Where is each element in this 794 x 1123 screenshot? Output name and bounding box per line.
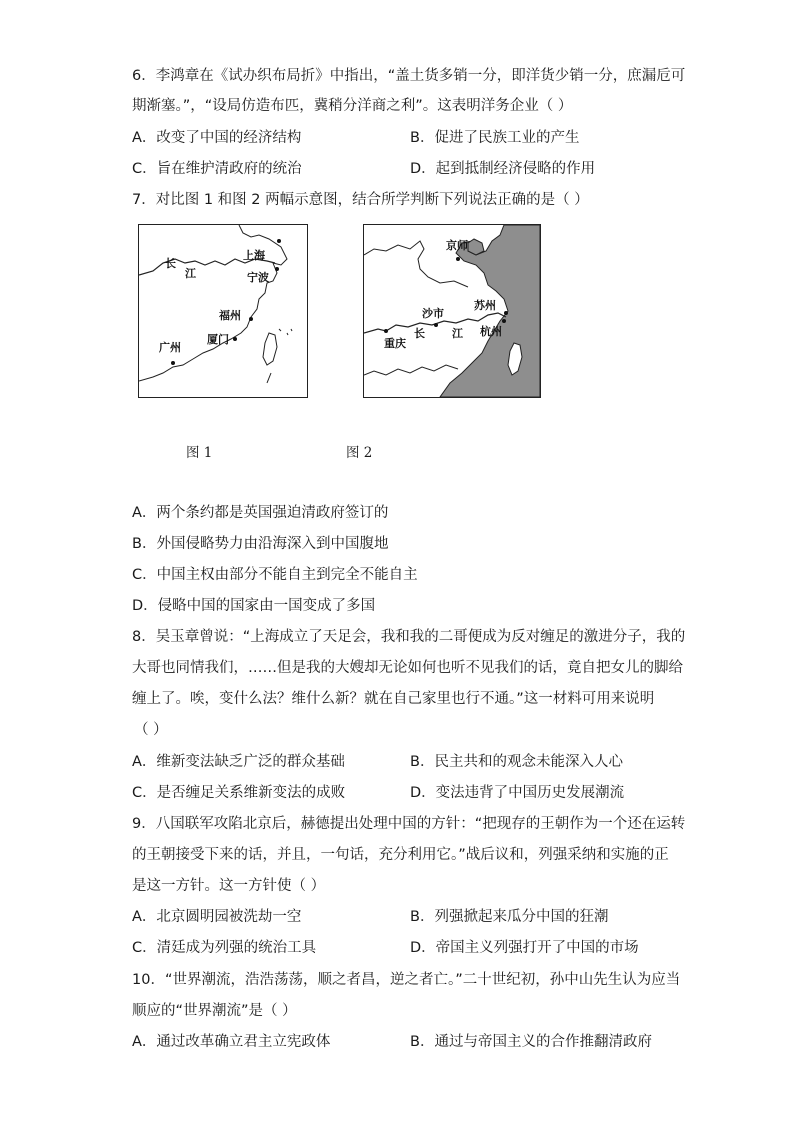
q9-stem-line3: 是这一方针。这一方针使（ ） — [132, 878, 326, 894]
city-dot-guangzhou — [171, 361, 175, 365]
q6-option-b[interactable]: B．促进了民族工业的产生 — [410, 130, 580, 146]
q10-option-a[interactable]: A．通过改革确立君主立宪政体 — [132, 1034, 331, 1050]
q9-option-d[interactable]: D．帝国主义列强打开了中国的市场 — [410, 940, 639, 956]
q9-option-a[interactable]: A．北京圆明园被洗劫一空 — [132, 909, 302, 925]
city-dot-ningbo — [275, 267, 279, 271]
map-1-svg — [139, 225, 307, 397]
q10-option-b[interactable]: B．通过与帝国主义的合作推翻清政府 — [410, 1034, 652, 1050]
southern-river-2 — [364, 365, 458, 375]
label-ningbo: 宁波 — [247, 271, 269, 284]
q8-stem-line4: （ ） — [134, 722, 168, 738]
q8-stem-line3: 缠上了。唉，变什么法？维什么新？就在自己家里也行不通。”这一材料可用来说明 — [132, 691, 655, 707]
q6-stem-line1: 6．李鸿章在《试办织布局折》中指出，“盖土货多销一分，即洋货少销一分，庶漏卮可 — [132, 68, 686, 84]
label-xiamen: 厦门 — [207, 333, 229, 346]
city-dot-suzhou — [504, 311, 508, 315]
label-changjiang-1b: 江 — [185, 267, 196, 280]
q8-stem-line1: 8．吴玉章曾说：“上海成立了天足会，我和我的二哥便成为反对缠足的激进分子，我的 — [132, 629, 686, 645]
q6-option-c[interactable]: C．旨在维护清政府的统治 — [132, 161, 302, 177]
city-dot-jingshi — [456, 257, 460, 261]
label-chongqing: 重庆 — [384, 337, 406, 350]
q10-stem-line1: 10．“世界潮流，浩浩荡荡，顺之者昌，逆之者亡。”二十世纪初，孙中山先生认为应当 — [132, 972, 681, 988]
q9-stem-line1: 9．八国联军攻陷北京后，赫德提出处理中国的方针：“把现存的王朝作为一个还在运转 — [132, 816, 686, 832]
label-changjiang-2a: 长 — [414, 327, 425, 340]
city-dot-hangzhou — [502, 319, 506, 323]
q7-stem-line1: 7．对比图 1 和图 2 两幅示意图，结合所学判断下列说法正确的是（ ） — [132, 192, 589, 208]
city-dot-chongqing — [384, 329, 388, 333]
city-dot-shanghai — [277, 239, 281, 243]
taiwan-1 — [263, 333, 277, 365]
islands-1 — [279, 329, 292, 335]
label-suzhou: 苏州 — [474, 299, 496, 312]
label-hangzhou: 杭州 — [480, 325, 502, 338]
city-dot-shashi — [434, 323, 438, 327]
q7-option-a[interactable]: A．两个条约都是英国强迫清政府签订的 — [132, 505, 389, 521]
q7-option-c[interactable]: C．中国主权由部分不能自主到完全不能自主 — [132, 567, 418, 583]
label-jingshi: 京师 — [446, 239, 468, 252]
label-guangzhou: 广州 — [159, 341, 181, 354]
q6-stem-line2: 期渐塞。”，“设局仿造布匹，冀稍分洋商之利”。这表明洋务企业（ ） — [132, 98, 573, 114]
island-mark-1 — [267, 373, 271, 383]
q8-option-d[interactable]: D．变法违背了中国历史发展潮流 — [410, 785, 625, 801]
q9-option-c[interactable]: C．清廷成为列强的统治工具 — [132, 940, 317, 956]
q10-stem-line2: 顺应的“世界潮流”是（ ） — [132, 1003, 297, 1019]
q9-option-b[interactable]: B．列强掀起来瓜分中国的狂潮 — [410, 909, 609, 925]
q8-option-b[interactable]: B．民主共和的观念未能深入人心 — [410, 754, 623, 770]
label-shanghai: 上海 — [243, 249, 265, 262]
label-changjiang-2b: 江 — [452, 327, 463, 340]
city-dot-xiamen — [233, 337, 237, 341]
map-1-caption: 图 1 — [186, 445, 213, 461]
bohai-sea-2 — [468, 239, 484, 255]
q9-stem-line2: 的王朝接受下来的话，并且，一句话，充分利用它。”战后议和，列强采纳和实施的正 — [132, 847, 669, 863]
label-changjiang-1a: 长 — [165, 257, 176, 270]
city-dot-fuzhou — [249, 317, 253, 321]
map-2-caption: 图 2 — [346, 445, 373, 461]
q6-option-a[interactable]: A．改变了中国的经济结构 — [132, 130, 302, 146]
q6-option-d[interactable]: D．起到抵制经济侵略的作用 — [410, 161, 596, 177]
label-fuzhou: 福州 — [219, 309, 241, 322]
map-2-svg — [364, 225, 540, 397]
q8-option-c[interactable]: C．是否缠足关系维新变法的成败 — [132, 785, 346, 801]
q7-option-d[interactable]: D．侵略中国的国家由一国变成了多国 — [132, 598, 376, 614]
q7-option-b[interactable]: B．外国侵略势力由沿海深入到中国腹地 — [132, 536, 389, 552]
map-figure-1 — [138, 224, 308, 398]
q8-option-a[interactable]: A．维新变法缺乏广泛的群众基础 — [132, 754, 345, 770]
map-figure-2 — [363, 224, 541, 398]
q8-stem-line2: 大哥也同情我们，……但是我的大嫂却无论如何也听不见我们的话，竟自把女儿的脚给 — [132, 660, 683, 676]
label-shashi: 沙市 — [422, 307, 444, 320]
